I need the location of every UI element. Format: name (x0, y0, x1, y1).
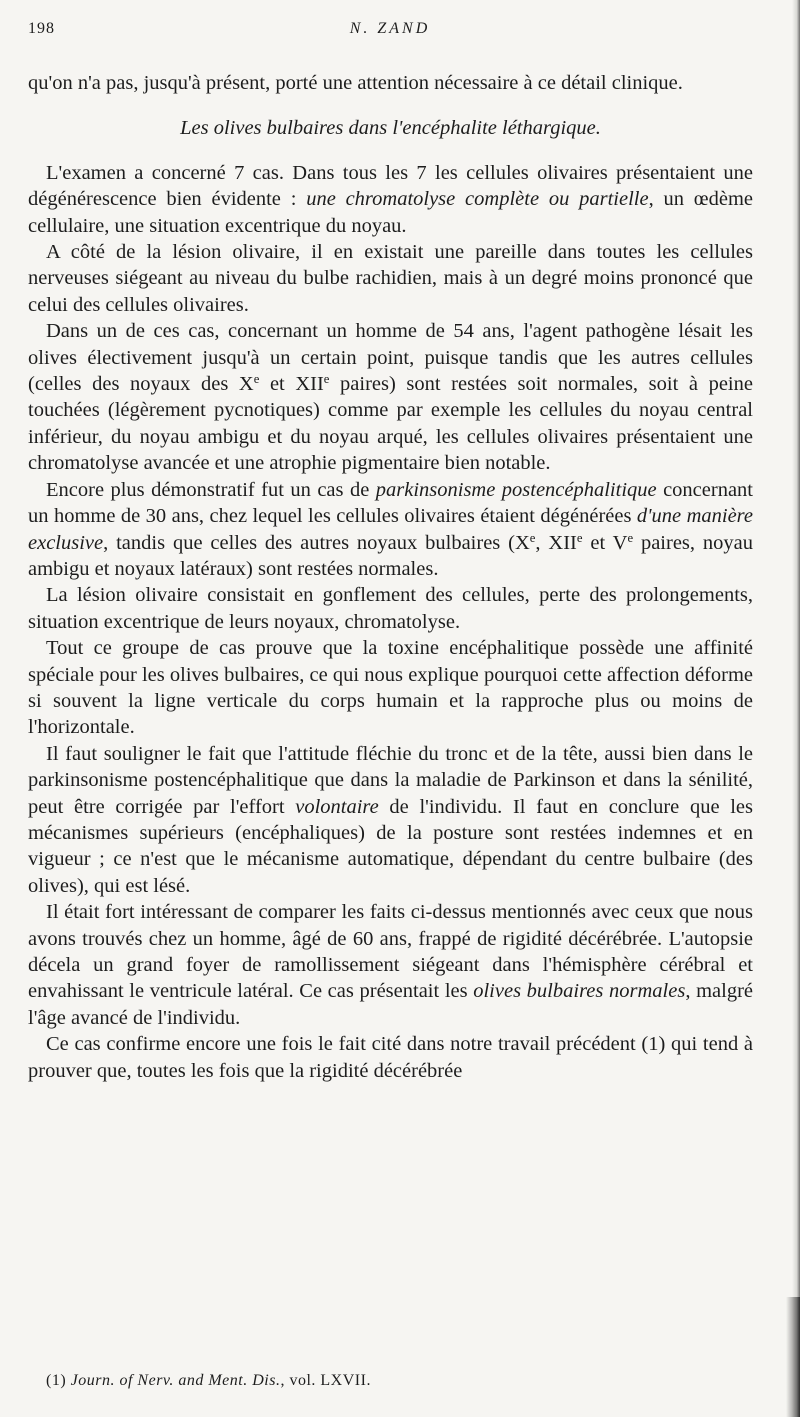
paragraph (28, 318, 753, 476)
superscript: e (529, 530, 536, 545)
text-run: , malgré l'âge avancé de l'individu. (28, 980, 754, 1029)
paragraph (28, 1031, 753, 1084)
italic-run: parkinsonisme postencéphalitique (375, 478, 657, 501)
superscript: e (323, 372, 330, 387)
superscript: e (253, 372, 260, 387)
italic-run: volontaire (295, 795, 379, 818)
text-run: , tandis que celles des autres noyaux bulbaires (X (103, 531, 530, 554)
text-run: Tout ce groupe de cas prouve que la toxine encéphalitique possède une affinité spéciale pour les olives bulbaires, ce qui nous explique pourquoi cette affection déforme si souvent la ligne verticale du corps humain et la rapproche plus ou moins de l'horizontale. (28, 637, 753, 739)
text-run: Encore plus démonstratif fut un cas de (46, 478, 376, 501)
paragraph (28, 239, 753, 318)
text-run: La lésion olivaire consistait en gonflement des cellules, perte des prolongements, situation excentrique de leurs noyaux, chromatolyse. (28, 584, 753, 633)
text-run: concernant un homme de 30 ans, chez lequel les cellules olivaires étaient dégénérées (28, 478, 753, 528)
text-run: , XII (535, 531, 577, 554)
paragraph (28, 160, 753, 239)
paragraph (28, 741, 753, 899)
text-run: de l'individu. Il faut en conclure que les mécanismes supérieurs (encéphaliques) de la posture sont restées indemnes et en vigueur ; ce n'est que le mécanisme automatique, dépendant du centre bulbaire (des olives), qui est lésé. (28, 795, 753, 897)
page-edge-shadow (792, 0, 800, 1417)
italic-run: une chromatolyse complète ou partielle (306, 188, 649, 211)
superscript: e (627, 530, 634, 545)
running-head: N. ZAND (349, 20, 431, 37)
page-number: 198 (28, 20, 55, 37)
italic-run: olives bulbaires normales (473, 980, 686, 1003)
text-run: et V (582, 531, 628, 554)
text-run: L'examen a concerné 7 cas. Dans tous les 7 les cellules olivaires présentaient une dégénérescence bien évidente : (28, 161, 753, 211)
text-run: et XII (259, 373, 324, 396)
footnote-marker: (1) (46, 1372, 71, 1389)
italic-run: d'une manière exclusive (28, 505, 753, 554)
paragraph (28, 635, 753, 741)
paragraph (28, 477, 753, 583)
text-run: Dans un de ces cas, concernant un homme de 54 ans, l'agent pathogène lésait les olives électivement jusqu'à un certain point, puisque tandis que les autres cellules (celles des noyaux des X (28, 320, 753, 396)
text-run: Il faut souligner le fait que l'attitude fléchie du tronc et de la tête, aussi bien dans le parkinsonisme postencéphalitique que dans la maladie de Parkinson et dans la sénilité, peut être corrigée par l'effort (28, 742, 753, 818)
text-run: A côté de la lésion olivaire, il en existait une pareille dans toutes les cellules nerveuses siégeant au niveau du bulbe rachidien, mais à un degré moins prononcé que celui des cellules olivaires. (28, 241, 753, 316)
text-run: Il était fort intéressant de comparer les faits ci-dessus mentionnés avec ceux que nous avons trouvés chez un homme, âgé de 60 ans, frappé de rigidité décérébrée. L'autopsie décela un grand foyer de ramollissement siégeant dans l'hémisphère cérébral et envahissant le ventricule latéral. Ce cas présentait les (28, 901, 753, 1003)
paragraph (28, 582, 753, 635)
text-run: paires) sont restées soit normales, soit à peine touchées (légèrement pycnotiques) comme par exemple les cellules du noyau central inférieur, du noyau ambigu et du noyau arqué, les cellules olivaires présentaient une chromatolyse avancée et une atrophie pigmentaire bien notable. (28, 373, 753, 475)
text-run: Ce cas confirme encore une fois le fait cité dans notre travail précédent (1) qui tend à prouver que, toutes les fois que la rigidité décérébrée (28, 1033, 753, 1082)
footnote (46, 1372, 736, 1390)
footnote-journal: Journ. of Nerv. and Ment. Dis. (70, 1372, 281, 1389)
page-body (28, 70, 753, 1084)
page-header (28, 20, 752, 44)
paragraph-continuation (28, 70, 753, 96)
superscript: e (576, 530, 583, 545)
text-run: qu'on n'a pas, jusqu'à présent, porté une attention nécessaire à ce détail clinique. (28, 72, 683, 94)
text-run: paires, noyau ambigu et noyaux latéraux) sont restées normales. (28, 531, 753, 580)
page-corner-shadow (786, 1297, 800, 1417)
footnote-volume: , vol. LXVII. (280, 1372, 371, 1389)
paragraph (28, 899, 753, 1031)
text-run: , un œdème cellulaire, une situation excentrique du noyau. (28, 188, 753, 237)
section-title: Les olives bulbaires dans l'encéphalite léthargique. (180, 117, 601, 140)
